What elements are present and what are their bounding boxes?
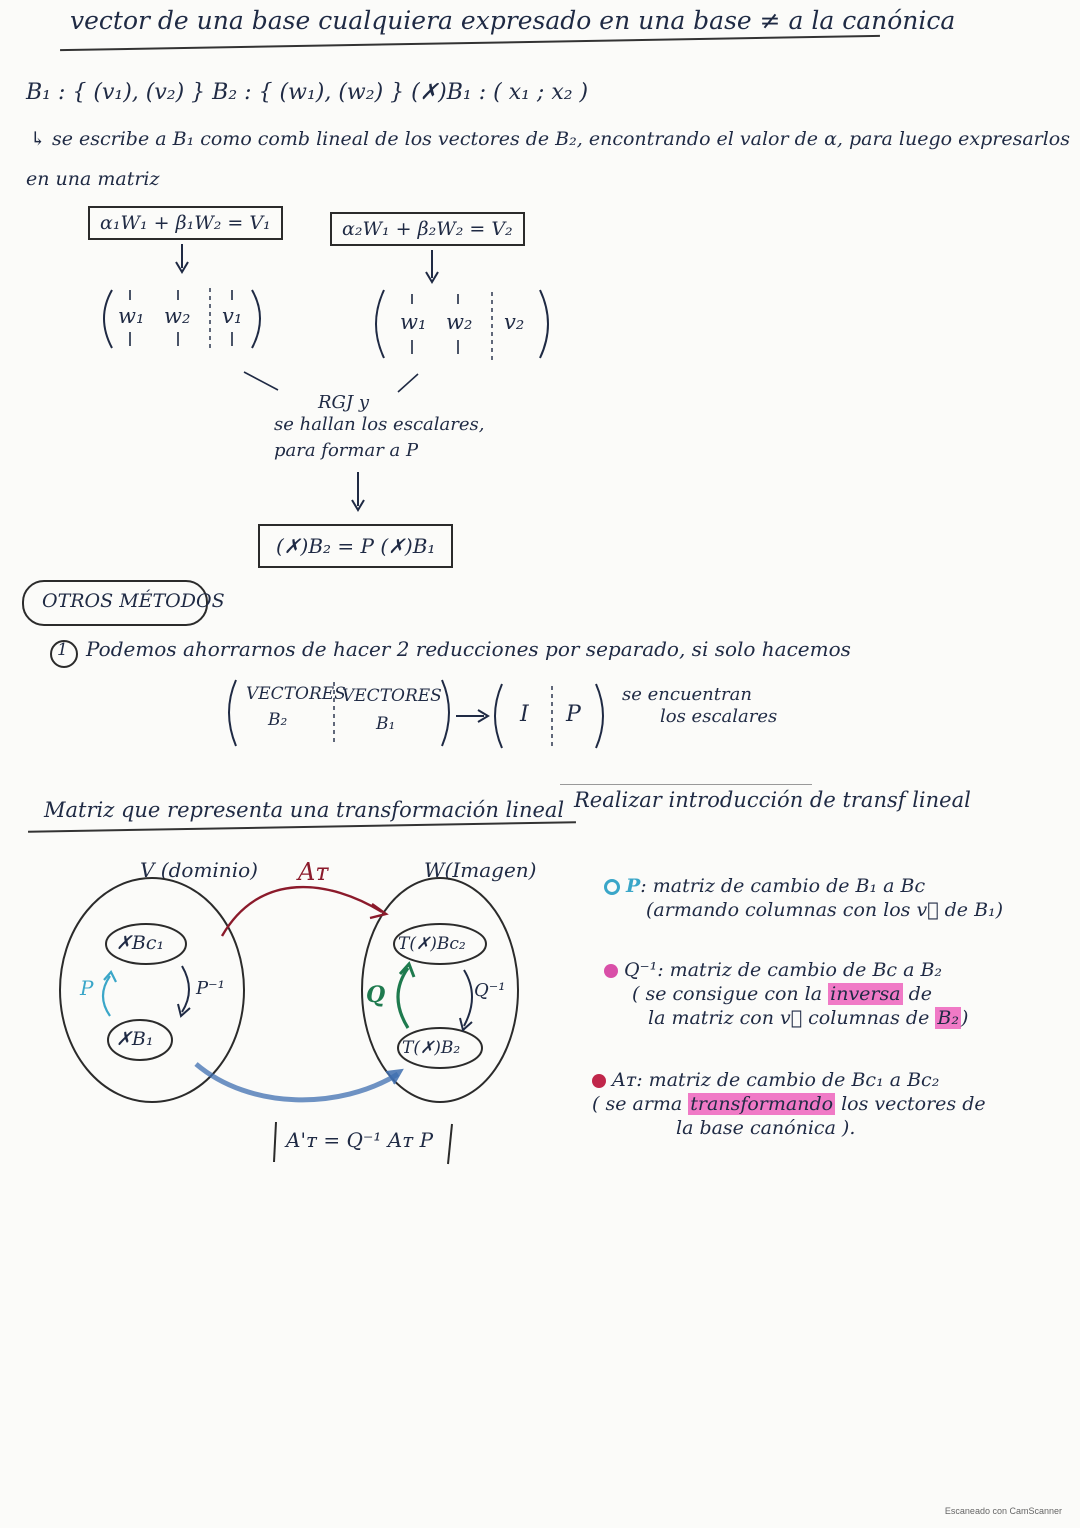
node-xbc1: ✗Bc₁ [116, 932, 165, 954]
method-note-2: los escalares [660, 706, 778, 727]
note-at-line2-post: los vectores de [835, 1093, 986, 1115]
q-label: Q [366, 982, 386, 1008]
scanner-watermark: Escaneado con CamScanner [944, 1506, 1062, 1516]
matrix1-col1: w₁ [118, 304, 145, 328]
p-inv-arrow [182, 966, 189, 1012]
note-at-line2-pre: ( se arma [592, 1093, 689, 1115]
equation-box-1: α₁W₁ + β₁W₂ = V₁ [88, 206, 283, 240]
note-at [592, 1068, 1032, 1140]
matrix1-col3: v₁ [222, 304, 243, 328]
note-p-line2: (armando columnas con los v⃗ de B₁) [646, 899, 1004, 921]
item-number: 1 [57, 640, 68, 660]
p-label: P [80, 976, 94, 1000]
note-q-inv [604, 958, 1024, 1030]
note-q-inv-line1: : matriz de cambio de Bc a B₂ [657, 959, 943, 981]
section2-title: Matriz que representa una transformación lineal [44, 798, 565, 822]
rgj-line-2: se hallan los escalares, [274, 414, 485, 435]
item-text: Podemos ahorrarnos de hacer 2 reducciones por separado, si solo hacemos [86, 637, 851, 661]
method-left-top-2: VECTORES [342, 686, 442, 706]
note-q-inv-lead: Q⁻¹ [624, 959, 658, 981]
composite-arrow [196, 1064, 398, 1100]
matrix2-col1: w₁ [400, 310, 427, 334]
note-at-line3: la base canónica ). [676, 1117, 856, 1139]
node-txbc2: T(✗)Bc₂ [398, 934, 466, 954]
note-at-lead: Aᴛ [612, 1069, 637, 1091]
method-note-1: se encuentran [622, 684, 752, 705]
matrix2-col2: w₂ [446, 310, 473, 334]
note-q-inv-line3-hl: B₂ [937, 1007, 959, 1029]
note-q-inv-line2-hl: inversa [830, 983, 901, 1005]
note-p-bullet [604, 879, 620, 895]
note-q-inv-bullet [604, 964, 618, 978]
note-p-lead: P [626, 875, 641, 897]
result-box: (✗)B₂ = P (✗)B₁ [258, 524, 453, 568]
rgj-line-1: RGJ y [318, 392, 370, 413]
node-txb2: T(✗)B₂ [402, 1038, 461, 1058]
rgj-line-3: para formar a P [274, 440, 419, 461]
matrix2-col3: v₂ [504, 310, 525, 334]
formula: A'ᴛ = Q⁻¹ Aᴛ P [286, 1128, 434, 1152]
section1-title: vector de una base cualquiera expresado en una base ≠ a la canónica [70, 6, 956, 35]
note-q-inv-line3-pre: la matriz con v⃗ columnas de [648, 1007, 936, 1029]
method-left-bottom-1: B₂ [268, 710, 288, 730]
section2-subtitle: Realizar introducción de transf lineal [574, 788, 971, 812]
note-q-inv-line3-post: ) [960, 1007, 969, 1029]
note-at-bullet [592, 1074, 606, 1088]
q-inv-label: Q⁻¹ [474, 980, 506, 1001]
note-p [604, 874, 1024, 922]
matrix1-col2: w₂ [164, 304, 191, 328]
node-xb1: ✗B₁ [116, 1028, 154, 1050]
method-right-i: I [520, 702, 529, 727]
method-left-top-1: VECTORES [246, 684, 346, 704]
at-label: Aᴛ [298, 858, 329, 886]
note-q-inv-line2-pre: ( se consigue con la [632, 983, 829, 1005]
q-inv-arrow [464, 970, 472, 1026]
explanation-line2: en una matriz [26, 168, 160, 190]
domain-label: V (dominio) [140, 858, 258, 882]
explanation-line1: ↳ se escribe a B₁ como comb lineal de los vectores de B₂, encontrando el valor de α, para luego expresarlos [30, 128, 1070, 150]
note-at-line1: : matriz de cambio de Bc₁ a Bc₂ [636, 1069, 940, 1091]
bases-line: B₁ : { (v₁), (v₂) } B₂ : { (w₁), (w₂) } (✗)B₁ : ( x₁ ; x₂ ) [26, 80, 589, 105]
p-inv-label: P⁻¹ [196, 978, 225, 999]
image-label: W(Imagen) [424, 858, 537, 882]
method-left-bottom-2: B₁ [376, 714, 396, 734]
note-at-line2-hl: transformando [690, 1093, 834, 1115]
p-arrow [103, 976, 110, 1016]
equation-box-2: α₂W₁ + β₂W₂ = V₂ [330, 212, 525, 246]
note-q-inv-line2-post: de [902, 983, 933, 1005]
method-right-p: P [566, 702, 581, 727]
q-arrow [398, 968, 408, 1028]
note-p-line1: : matriz de cambio de B₁ a Bc [640, 875, 926, 897]
other-methods-heading: OTROS MÉTODOS [42, 590, 225, 612]
at-arrow [222, 887, 382, 936]
